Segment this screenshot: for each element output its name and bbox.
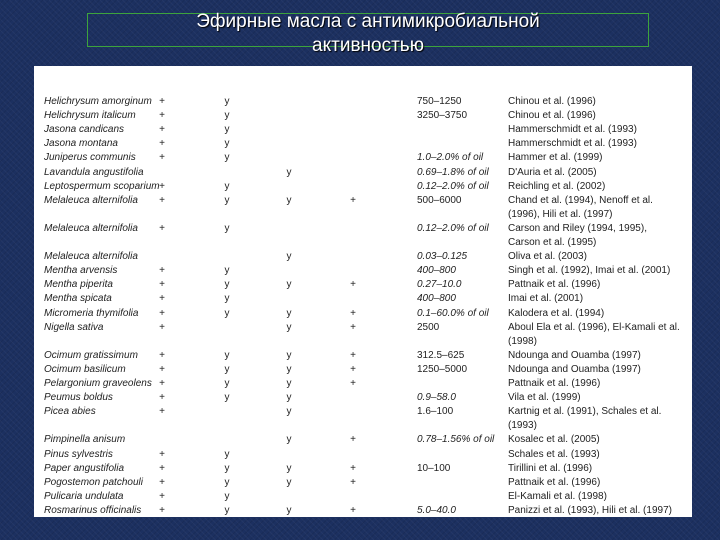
table-row [34, 420, 692, 432]
table-row [34, 223, 692, 235]
table-row [34, 167, 692, 179]
table-row [34, 265, 692, 277]
col3-cell: y [286, 166, 292, 178]
reference-cell: Oliva et al. (2003) [508, 251, 587, 263]
col1-cell: + [159, 138, 165, 150]
table-row [34, 181, 692, 193]
reference-cell: Kartnig et al. (1991), Schales et al. [508, 406, 662, 418]
mic-cell: 1.6–100 [417, 406, 454, 418]
col2-cell: y [224, 194, 230, 206]
table-row [34, 209, 692, 221]
col4-cell: + [350, 321, 356, 333]
col4-cell: + [350, 349, 356, 361]
table-row [34, 463, 692, 475]
reference-cell: Hammerschmidt et al. (1993) [508, 124, 637, 136]
col4-cell: + [350, 462, 356, 474]
col2-cell: y [224, 180, 230, 192]
col2-cell: y [224, 490, 230, 502]
reference-cell: D'Auria et al. (2005) [508, 166, 597, 178]
reference-cell: Tirillini et al. (1996) [508, 462, 593, 474]
col1-cell: + [159, 490, 165, 502]
species-cell: Melaleuca alternifolia [44, 222, 138, 234]
oil-activity-table [34, 66, 692, 517]
species-cell: Picea abies [44, 406, 96, 418]
species-cell: Melaleuca alternifolia [44, 251, 138, 263]
mic-cell: 400–800 [417, 265, 456, 277]
reference-cell: Schales et al. (1993) [508, 448, 600, 460]
species-cell: Pulicaria undulata [44, 490, 124, 502]
col1-cell: + [159, 504, 165, 516]
slide-title [87, 11, 649, 56]
mic-cell: 0.12–2.0% of oil [417, 180, 489, 192]
col2-cell: y [224, 279, 230, 291]
table-row [34, 406, 692, 418]
col2-cell: y [224, 462, 230, 474]
reference-cell: Carson et al. (1995) [508, 237, 597, 248]
species-cell: Helichrysum italicum [44, 110, 136, 122]
col1-cell: + [159, 406, 165, 418]
table-row [34, 364, 692, 376]
table-row [34, 477, 692, 489]
species-cell: Mentha spicata [44, 293, 112, 305]
col2-cell: y [224, 448, 230, 460]
table-row [34, 96, 692, 108]
reference-cell: Pattnaik et al. (1996) [508, 279, 601, 291]
species-cell: Helichrysum amorginum [44, 96, 152, 107]
col1-cell: + [159, 462, 165, 474]
col3-cell: y [286, 434, 292, 446]
col3-cell: y [286, 279, 292, 291]
mic-cell: 312.5–625 [417, 349, 465, 361]
col3-cell: y [286, 251, 292, 263]
table-row [34, 392, 692, 404]
reference-cell: Vila et al. (1999) [508, 392, 581, 404]
reference-cell: Chand et al. (1994), Nenoff et al. [508, 194, 653, 206]
col3-cell: y [286, 194, 292, 206]
col4-cell: + [350, 363, 356, 375]
col1-cell: + [159, 180, 165, 192]
reference-cell: (1998) [508, 335, 537, 347]
col4-cell: + [350, 504, 356, 516]
species-cell: Mentha arvensis [44, 265, 118, 277]
mic-cell: 0.69–1.8% of oil [417, 166, 489, 178]
table-row [34, 279, 692, 291]
species-cell: Melaleuca alternifolia [44, 194, 138, 206]
reference-cell: (1993) [508, 420, 537, 432]
reference-cell: Pattnaik et al. (1996) [508, 476, 601, 488]
reference-cell: El-Kamali et al. (1998) [508, 490, 607, 502]
reference-cell: Singh et al. (1992), Imai et al. (2001) [508, 265, 671, 277]
mic-cell: 1.0–2.0% of oil [417, 152, 484, 164]
col2-cell: y [224, 265, 230, 277]
col3-cell: y [286, 307, 292, 319]
table-row [34, 124, 692, 136]
species-cell: Pelargonium graveolens [44, 378, 152, 389]
col3-cell: y [286, 406, 292, 418]
col2-cell: y [224, 504, 230, 516]
reference-cell: Reichling et al. (2002) [508, 180, 606, 192]
species-cell: Mentha piperita [44, 279, 113, 291]
table-row [34, 336, 692, 348]
col1-cell: + [159, 110, 165, 122]
col4-cell: + [350, 476, 356, 488]
col2-cell: y [224, 476, 230, 488]
species-cell: Paper angustifolia [44, 462, 125, 474]
col1-cell: + [159, 321, 165, 333]
title-line-1: Эфирные масла с антимикробиальной [196, 11, 540, 32]
col1-cell: + [159, 222, 165, 234]
mic-cell: 400–800 [417, 293, 456, 305]
col1-cell: + [159, 378, 165, 389]
reference-cell: Ndounga and Ouamba (1997) [508, 363, 641, 375]
mic-cell: 3250–3750 [417, 110, 468, 122]
species-cell: Leptospermum scoparium [44, 180, 160, 192]
mic-cell: 0.27–10.0 [417, 279, 462, 291]
col1-cell: + [159, 265, 165, 277]
col4-cell: + [350, 434, 356, 446]
table-row [34, 110, 692, 122]
table-row [34, 434, 692, 446]
species-cell: Ocimum gratissimum [44, 349, 138, 361]
col3-cell: y [286, 392, 292, 404]
mic-cell: 0.78–1.56% of oil [417, 434, 495, 446]
col3-cell: y [286, 321, 292, 333]
col1-cell: + [159, 448, 165, 460]
table-row [34, 308, 692, 320]
species-cell: Juniperus communis [44, 152, 136, 164]
col2-cell: y [224, 363, 230, 375]
reference-cell: Carson and Riley (1994, 1995), [508, 222, 647, 234]
species-cell: Pimpinella anisum [44, 434, 126, 446]
col1-cell: + [159, 96, 165, 107]
col2-cell: y [224, 307, 230, 319]
col2-cell: y [224, 152, 230, 164]
reference-cell: Panizzi et al. (1993), Hili et al. (1997) [508, 504, 672, 516]
col3-cell: y [286, 504, 292, 516]
mic-cell: 500–6000 [417, 194, 462, 206]
species-cell: Peumus boldus [44, 392, 113, 404]
mic-cell: 10–100 [417, 462, 451, 474]
reference-cell: (1996), Hili et al. (1997) [508, 208, 613, 220]
col3-cell: y [286, 476, 292, 488]
col1-cell: + [159, 392, 165, 404]
col3-cell: y [286, 378, 292, 389]
mic-cell: 0.03–0.125 [417, 251, 468, 263]
col2-cell: y [224, 293, 230, 305]
mic-cell: 0.9–58.0 [417, 392, 456, 404]
table-row [34, 322, 692, 334]
col2-cell: y [224, 378, 230, 389]
col2-cell: y [224, 124, 230, 136]
col3-cell: y [286, 349, 292, 361]
species-cell: Nigella sativa [44, 321, 104, 333]
table-row [34, 350, 692, 362]
mic-cell: 750–1250 [417, 96, 462, 107]
reference-cell: Chinou et al. (1996) [508, 110, 596, 122]
mic-cell: 1250–5000 [417, 363, 468, 375]
col1-cell: + [159, 124, 165, 136]
col1-cell: + [159, 293, 165, 305]
mic-cell: 0.12–2.0% of oil [417, 222, 489, 234]
col2-cell: y [224, 96, 230, 107]
col4-cell: + [350, 194, 356, 206]
col4-cell: + [350, 307, 356, 319]
col1-cell: + [159, 363, 165, 375]
table-row [34, 237, 692, 249]
species-cell: Rosmarinus officinalis [44, 504, 142, 516]
col4-cell: + [350, 279, 356, 291]
table-row [34, 251, 692, 263]
table-row [34, 449, 692, 461]
col1-cell: + [159, 152, 165, 164]
col3-cell: y [286, 363, 292, 375]
reference-cell: Pattnaik et al. (1996) [508, 378, 601, 389]
species-cell: Ocimum basilicum [44, 363, 126, 375]
table-row [34, 491, 692, 503]
table-row [34, 152, 692, 164]
reference-cell: Kosalec et al. (2005) [508, 434, 600, 446]
species-cell: Pogostemon patchouli [44, 476, 143, 488]
col2-cell: y [224, 138, 230, 150]
col1-cell: + [159, 307, 165, 319]
col2-cell: y [224, 222, 230, 234]
species-cell: Jasona montana [44, 138, 118, 150]
mic-cell: 5.0–40.0 [417, 504, 456, 516]
col2-cell: y [224, 392, 230, 404]
title-line-2: активностью [312, 35, 424, 56]
col1-cell: + [159, 349, 165, 361]
reference-cell: Imai et al. (2001) [508, 293, 584, 305]
reference-cell: Ndounga and Ouamba (1997) [508, 349, 641, 361]
table-row [34, 138, 692, 150]
table-row [34, 293, 692, 305]
species-cell: Jasona candicans [44, 124, 125, 136]
species-cell: Lavandula angustifolia [44, 166, 144, 178]
mic-cell: 0.1–60.0% of oil [417, 307, 489, 319]
species-cell: Micromeria thymifolia [44, 307, 139, 319]
col2-cell: y [224, 110, 230, 122]
mic-cell: 2500 [417, 321, 440, 333]
reference-cell: Hammerschmidt et al. (1993) [508, 138, 637, 150]
col1-cell: + [159, 194, 165, 206]
col3-cell: y [286, 462, 292, 474]
table-row [34, 195, 692, 207]
reference-cell: Chinou et al. (1996) [508, 96, 596, 107]
table-row [34, 378, 692, 390]
reference-cell: Kalodera et al. (1994) [508, 307, 605, 319]
reference-cell: Hammer et al. (1999) [508, 152, 603, 164]
col1-cell: + [159, 279, 165, 291]
species-cell: Pinus sylvestris [44, 448, 113, 460]
col2-cell: y [224, 349, 230, 361]
col4-cell: + [350, 378, 356, 389]
col1-cell: + [159, 476, 165, 488]
table-row [34, 505, 692, 517]
reference-cell: Aboul Ela et al. (1996), El-Kamali et al. [508, 321, 680, 333]
